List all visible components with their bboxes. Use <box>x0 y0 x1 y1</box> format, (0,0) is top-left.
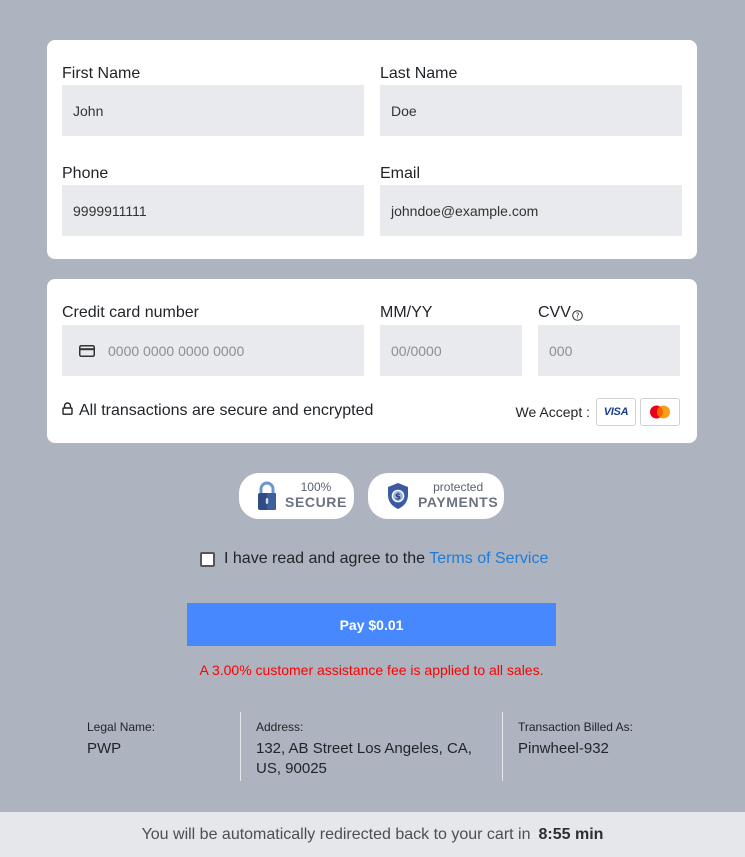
terms-checkbox[interactable] <box>200 552 215 567</box>
protected-badge-small: protected <box>433 480 484 494</box>
secure-badge-small: 100% <box>300 480 332 494</box>
protected-badge <box>368 473 504 519</box>
redirect-countdown: 8:55 min <box>538 825 604 843</box>
cvv-label-wrap <box>538 304 583 322</box>
pay-button[interactable]: Pay $0.01 <box>187 603 556 646</box>
payment-card <box>47 279 697 443</box>
first-name-input[interactable]: John <box>62 85 364 136</box>
cvv-label: CVV <box>538 304 571 321</box>
billed-as-label: Transaction Billed As: <box>518 720 633 734</box>
secure-badge-big: SECURE <box>285 494 347 510</box>
help-circle-icon[interactable] <box>572 310 583 321</box>
terms-of-service-link[interactable]: Terms of Service <box>429 550 549 567</box>
svg-text:$: $ <box>394 492 402 503</box>
legal-name-value: PWP <box>87 740 122 757</box>
info-divider <box>240 712 241 781</box>
secure-note-text: All transactions are secure and encrypted <box>79 402 374 419</box>
address-value: 132, AB Street Los Angeles, CA, US, 90025 <box>256 740 472 777</box>
legal-name-block <box>87 720 227 759</box>
secure-note <box>62 402 373 420</box>
card-number-placeholder: 0000 0000 0000 0000 <box>108 342 245 359</box>
expiry-label: MM/YY <box>380 304 433 321</box>
phone-input[interactable]: 9999911111 <box>62 185 364 236</box>
mastercard-logo <box>640 398 680 426</box>
secure-badge-text <box>285 481 347 511</box>
visa-logo <box>596 398 636 426</box>
padlock-icon <box>257 481 277 511</box>
info-divider <box>502 712 503 781</box>
accept-label: We Accept : <box>515 404 590 420</box>
shield-dollar-icon <box>386 482 410 510</box>
fee-note: A 3.00% customer assistance fee is applied to all sales. <box>199 662 544 678</box>
billed-as-block <box>518 720 698 759</box>
last-name-label: Last Name <box>380 65 458 82</box>
credit-card-icon <box>79 345 95 357</box>
phone-label: Phone <box>62 165 109 182</box>
last-name-input[interactable]: Doe <box>380 85 682 136</box>
email-label: Email <box>380 165 421 182</box>
expiry-input[interactable]: 00/0000 <box>380 325 522 376</box>
visa-logo-text: VISA <box>603 406 629 418</box>
protected-badge-big: PAYMENTS <box>418 494 499 510</box>
billed-as-value: Pinwheel-932 <box>518 740 609 757</box>
card-number-label: Credit card number <box>62 304 199 321</box>
redirect-footer <box>0 812 745 857</box>
terms-text-wrap <box>224 550 548 568</box>
email-input[interactable]: johndoe@example.com <box>380 185 682 236</box>
lock-icon <box>62 402 73 415</box>
card-number-input[interactable] <box>62 325 364 376</box>
svg-text:?: ? <box>575 311 580 321</box>
secure-badge <box>239 473 354 519</box>
address-block <box>256 720 488 779</box>
protected-badge-text <box>418 481 498 511</box>
cvv-input[interactable]: 000 <box>538 325 680 376</box>
legal-name-label: Legal Name: <box>87 720 156 734</box>
first-name-label: First Name <box>62 65 141 82</box>
contact-card <box>47 40 697 259</box>
accepted-cards <box>516 398 680 426</box>
terms-agreement <box>200 550 548 568</box>
terms-text: I have read and agree to the <box>224 550 426 567</box>
address-label: Address: <box>256 720 304 734</box>
redirect-text: You will be automatically redirected back to your cart in <box>141 825 531 843</box>
